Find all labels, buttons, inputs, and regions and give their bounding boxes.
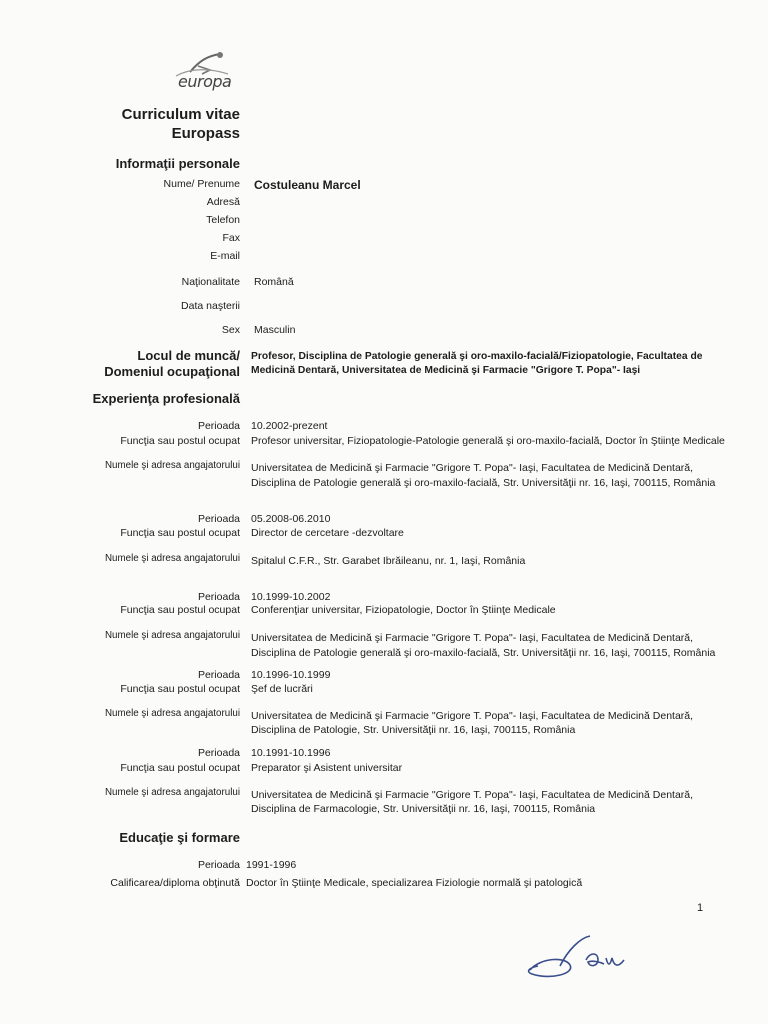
period-label: Perioada — [197, 513, 240, 525]
period-value: 10.1999-10.2002 — [251, 591, 331, 603]
period-value: 10.2002-prezent — [251, 420, 328, 432]
education-period-value: 1991-1996 — [246, 859, 297, 871]
name-value: Costuleanu Marcel — [254, 178, 361, 192]
cv-subtitle: Europass — [171, 125, 240, 142]
employer-label: Numele şi adresa angajatorului — [104, 630, 240, 641]
sex-label: Sex — [221, 324, 240, 336]
sex-value: Masculin — [254, 324, 296, 336]
nationality-label: Naţionalitate — [181, 276, 240, 288]
employer-value-line1: Universitatea de Medicină şi Farmacie "Grigore T. Popa"- Iaşi, Facultatea de Medicină Dentară, — [251, 789, 694, 801]
function-label: Funcţia sau postul ocupat — [120, 683, 240, 695]
employer-value-line1: Universitatea de Medicină şi Farmacie "Grigore T. Popa"- Iaşi, Facultatea de Medicină Dentară, — [251, 710, 694, 722]
employer-label: Numele şi adresa angajatorului — [104, 787, 240, 798]
period-value: 10.1996-10.1999 — [251, 669, 331, 681]
handwritten-signature — [520, 930, 660, 990]
qualification-value: Doctor în Ştiinţe Medicale, specializarea Fiziologie normală şi patologică — [246, 877, 583, 889]
function-value: Conferenţiar universitar, Fiziopatologie, Doctor în Ştiinţe Medicale — [251, 604, 556, 616]
address-label: Adresă — [206, 196, 240, 208]
period-label: Perioada — [197, 669, 240, 681]
period-label: Perioada — [197, 591, 240, 603]
name-label: Nume/ Prenume — [163, 178, 240, 190]
function-value: Director de cercetare -dezvoltare — [251, 527, 404, 539]
section-education: Educaţie şi formare — [119, 830, 240, 845]
function-value: Profesor universitar, Fiziopatologie-Patologie generală şi oro-maxilo-facială, Doctor în Ştiinţe Medicale — [251, 435, 725, 447]
fax-label: Fax — [222, 232, 240, 244]
period-value: 05.2008-06.2010 — [251, 513, 331, 525]
employer-label: Numele şi adresa angajatorului — [104, 460, 240, 471]
period-label: Perioada — [197, 420, 240, 432]
period-label: Perioada — [197, 747, 240, 759]
function-label: Funcţia sau postul ocupat — [120, 762, 240, 774]
employer-value-line2: Disciplina de Farmacologie, Str. Universităţii nr. 16, Iaşi, 700115, România — [251, 803, 596, 815]
period-value: 10.1991-10.1996 — [251, 747, 331, 759]
function-label: Funcţia sau postul ocupat — [120, 604, 240, 616]
occupation-label-line1: Locul de muncă/ — [137, 348, 240, 363]
employer-value-line2: Disciplina de Patologie generală şi oro-maxilo-facială, Str. Universităţii nr. 16, Iaşi, 700115, România — [251, 647, 716, 659]
education-period-label: Perioada — [197, 859, 240, 871]
employer-value-line1: Universitatea de Medicină şi Farmacie "Grigore T. Popa"- Iaşi, Facultatea de Medicină Dentară, — [251, 632, 694, 644]
page-number: 1 — [697, 902, 704, 914]
employer-label: Numele şi adresa angajatorului — [104, 553, 240, 564]
phone-label: Telefon — [206, 214, 240, 226]
email-label: E-mail — [210, 250, 240, 262]
employer-value-line2: Disciplina de Patologie generală şi oro-maxilo-facială, Str. Universităţii nr. 16, Iaşi, 700115, România — [251, 477, 716, 489]
cv-title: Curriculum vitae — [121, 106, 240, 123]
function-value: Preparator şi Asistent universitar — [251, 762, 403, 774]
qualification-label: Calificarea/diploma obţinută — [110, 877, 240, 889]
occupation-value-line1: Profesor, Disciplina de Patologie generală şi oro-maxilo-facială/Fiziopatologie, Facultatea de — [251, 351, 703, 362]
occupation-value-line2: Medicină Dentară, Universitatea de Medicină şi Farmacie "Grigore T. Popa"- Iaşi — [251, 365, 641, 376]
europass-logo — [150, 50, 240, 98]
employer-label: Numele şi adresa angajatorului — [104, 708, 240, 719]
birth-date-label: Data naşterii — [181, 300, 240, 312]
logo-text: europa — [178, 72, 232, 91]
section-experience: Experienţa profesională — [92, 391, 240, 406]
nationality-value: Română — [254, 276, 294, 288]
section-personal-info: Informaţii personale — [115, 156, 240, 171]
employer-value-line2: Disciplina de Patologie, Str. Universităţii nr. 16, Iaşi, 700115, România — [251, 724, 576, 736]
employer-value-line1: Spitalul C.F.R., Str. Garabet Ibrăileanu, nr. 1, Iaşi, România — [251, 555, 526, 567]
function-value: Şef de lucrări — [251, 683, 313, 695]
employer-value-line1: Universitatea de Medicină şi Farmacie "Grigore T. Popa"- Iaşi, Facultatea de Medicină Dentară, — [251, 462, 694, 474]
occupation-label-line2: Domeniul ocupaţional — [104, 364, 240, 379]
function-label: Funcţia sau postul ocupat — [120, 527, 240, 539]
function-label: Funcţia sau postul ocupat — [120, 435, 240, 447]
